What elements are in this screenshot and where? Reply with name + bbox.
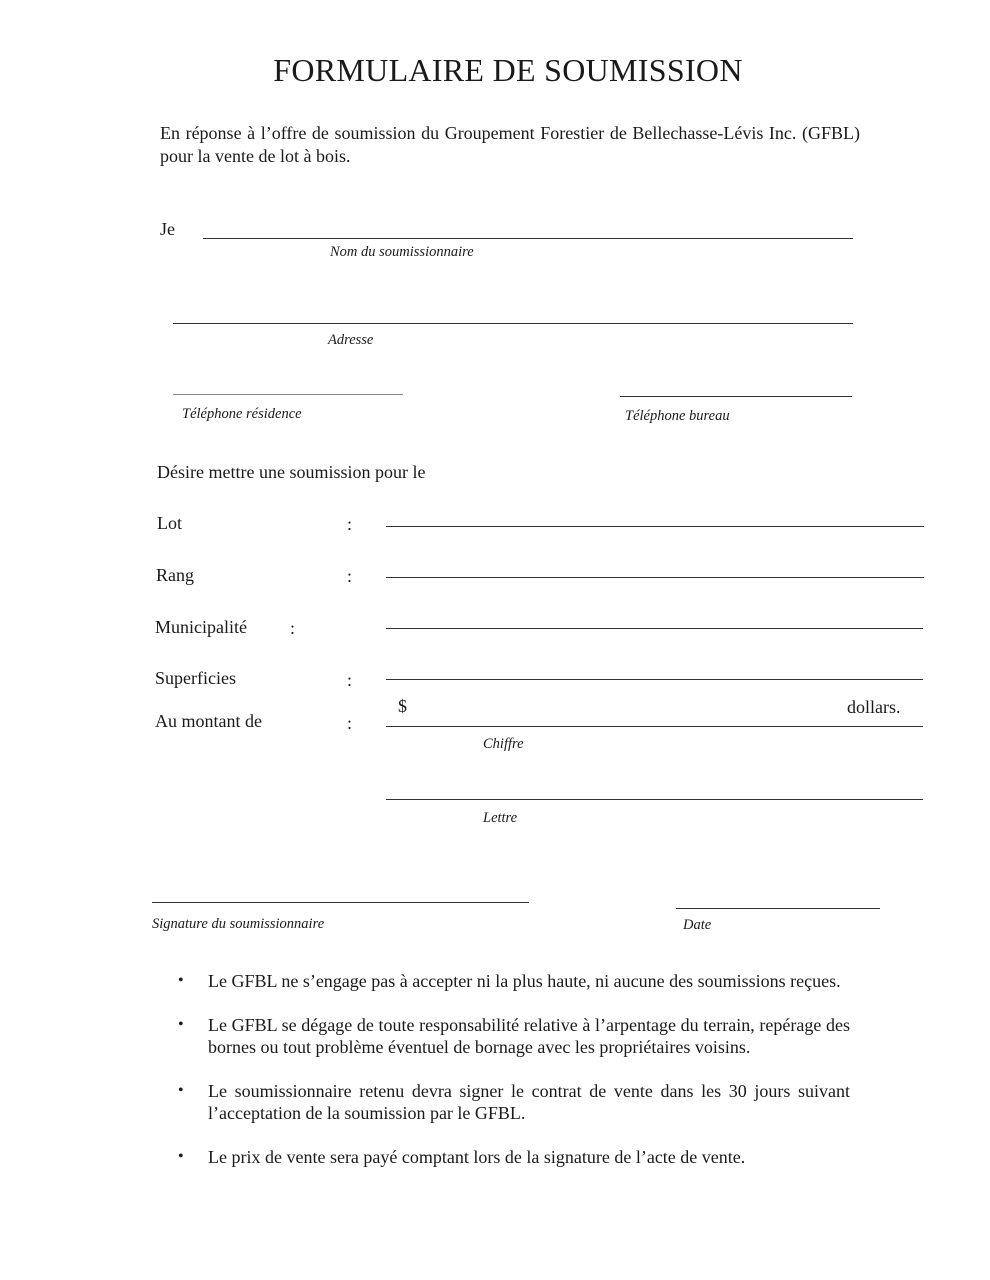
dollars-suffix: dollars.	[847, 697, 901, 717]
condition-text: Le soumissionnaire retenu devra signer le contrat de vente dans les 30 jours suivant l’acceptation de la soumission par le GFBL.	[208, 1080, 850, 1123]
condition-item	[178, 1014, 850, 1059]
lettre-caption: Lettre	[483, 810, 518, 826]
municipalite-field-line[interactable]	[386, 628, 923, 629]
condition-item	[178, 1146, 850, 1169]
condition-item	[178, 1080, 850, 1125]
rang-label: Rang	[156, 565, 194, 585]
superficies-colon: :	[347, 670, 353, 690]
condition-item	[178, 970, 850, 993]
conditions-list	[178, 970, 850, 1189]
montant-colon: :	[347, 713, 353, 733]
date-caption: Date	[683, 917, 712, 933]
phone-office-caption: Téléphone bureau	[625, 408, 730, 424]
lot-label: Lot	[157, 513, 182, 533]
montant-label: Au montant de	[155, 711, 262, 731]
bullet-icon: •	[178, 1015, 184, 1033]
montant-lettre-field-line[interactable]	[386, 799, 923, 800]
rang-colon: :	[347, 566, 353, 586]
bullet-icon: •	[178, 1081, 184, 1099]
rang-field-line[interactable]	[386, 577, 924, 578]
address-caption: Adresse	[328, 332, 374, 348]
montant-chiffre-field-line[interactable]	[386, 726, 923, 727]
municipalite-colon: :	[290, 618, 296, 638]
bullet-icon: •	[178, 1147, 184, 1165]
address-field-line[interactable]	[173, 323, 853, 324]
intro-paragraph: En réponse à l’offre de soumission du Groupement Forestier de Bellechasse-Lévis Inc. (GFBL) pour la vente de lot à bois.	[160, 123, 860, 166]
phone-office-field-line[interactable]	[620, 396, 852, 397]
condition-text: Le prix de vente sera payé comptant lors de la signature de l’acte de vente.	[208, 1146, 746, 1167]
chiffre-caption: Chiffre	[483, 736, 524, 752]
date-field-line[interactable]	[676, 908, 880, 909]
condition-text: Le GFBL se dégage de toute responsabilité relative à l’arpentage du terrain, repérage des bornes ou tout problème éventuel de bornage avec les propriétaires voisins.	[208, 1014, 850, 1057]
phone-home-field-line[interactable]	[173, 394, 403, 395]
name-caption: Nom du soumissionnaire	[330, 244, 474, 260]
bid-intro: Désire mettre une soumission pour le	[157, 462, 426, 482]
bullet-icon: •	[178, 972, 184, 989]
je-label: Je	[160, 219, 175, 239]
phone-home-caption: Téléphone résidence	[182, 406, 302, 422]
superficies-field-line[interactable]	[386, 679, 923, 680]
signature-field-line[interactable]	[152, 902, 529, 903]
superficies-label: Superficies	[155, 668, 236, 688]
lot-field-line[interactable]	[386, 526, 924, 527]
lot-colon: :	[347, 514, 353, 534]
municipalite-label: Municipalité	[155, 617, 247, 637]
dollar-sign: $	[398, 696, 407, 716]
name-field-line[interactable]	[203, 238, 853, 239]
signature-caption: Signature du soumissionnaire	[152, 916, 325, 932]
form-title: FORMULAIRE DE SOUMISSION	[273, 52, 743, 88]
condition-text: Le GFBL ne s’engage pas à accepter ni la plus haute, ni aucune des soumissions reçues.	[208, 971, 841, 991]
